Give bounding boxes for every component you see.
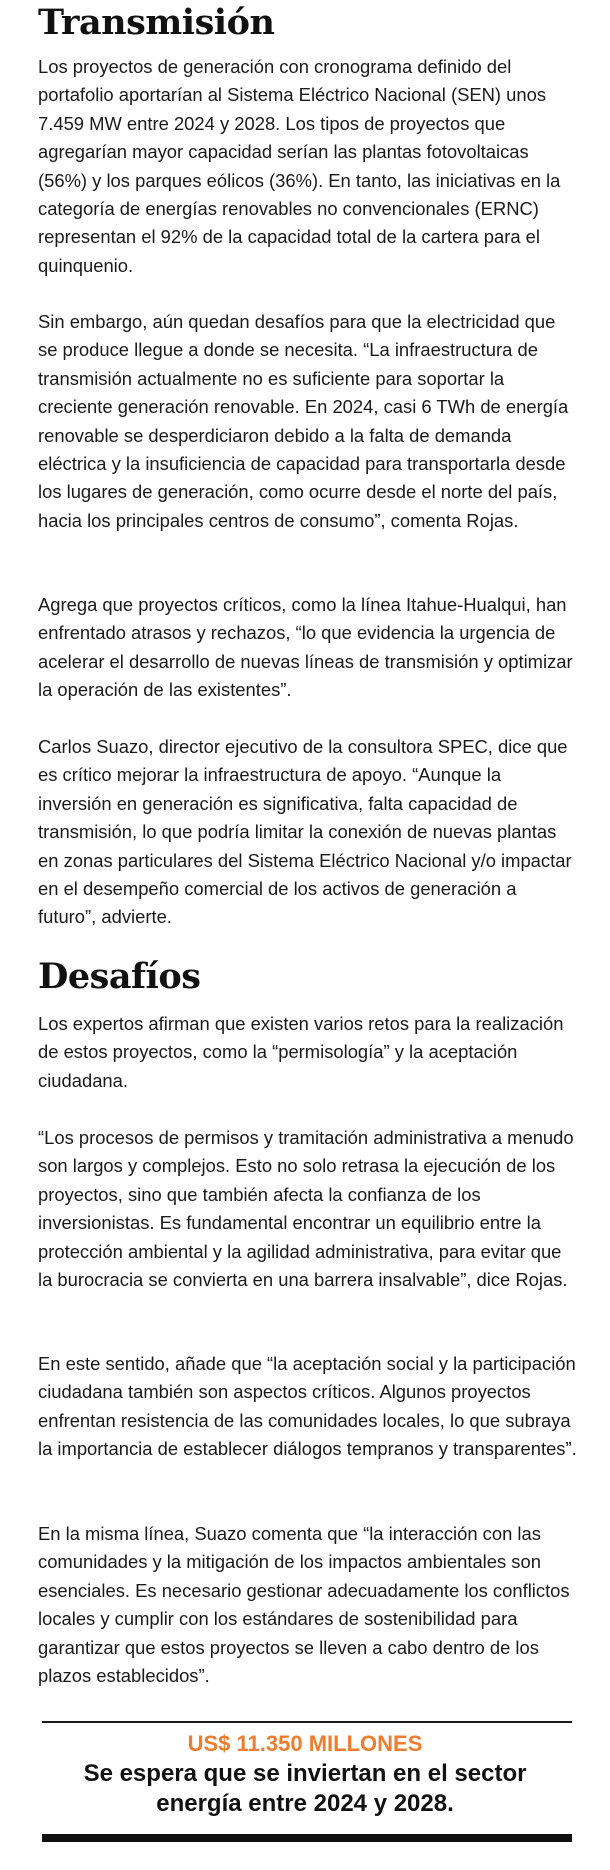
- paragraph: Los expertos afirman que existen varios retos para la realización de estos proyectos, como la “permisología” y la aceptación ciudadana.: [38, 1013, 564, 1091]
- callout-figure: US$ 11.350 MILLONES: [187, 1731, 423, 1756]
- paragraph: En la misma línea, Suazo comenta que “la interacción con las comunidades y la mitigación de los impactos ambientales son esenciales. Es necesario gestionar adecuadamente los conflictos locales y cumplir con los estándares de sostenibilidad para garantizar que estos proyectos se lleven a cabo dentro de los plazos establecidos”.: [38, 1523, 570, 1687]
- callout-top-divider: [42, 1721, 572, 1723]
- section-heading-desafios: Desafíos: [38, 956, 201, 997]
- paragraph: Sin embargo, aún quedan desafíos para que la electricidad que se produce llegue a donde se necesita. “La infraestructura de transmisión actualmente no es suficiente para soportar la creciente generación renovable. En 2024, casi 6 TWh de energía renovable se desperdiciaron debido a la falta de demanda eléctrica y la insuficiencia de capacidad para transportarla desde los lugares de generación, como ocurre desde el norte del país, hacia los principales centros de consumo”, comenta Rojas.: [38, 311, 569, 531]
- section-heading-transmision: Transmisión: [38, 2, 275, 43]
- callout-text: Se espera que se inviertan en el sector energía entre 2024 y 2028.: [83, 1760, 527, 1817]
- paragraph: En este sentido, añade que “la aceptación social y la participación ciudadana también son aspectos críticos. Algunos proyectos enfrentan resistencia de las comunidades locales, lo que subraya la importancia de establecer diálogos tempranos y transparentes”.: [38, 1353, 577, 1460]
- paragraph: Los proyectos de generación con cronograma definido del portafolio aportarían al Sistema Eléctrico Nacional (SEN) unos 7.459 MW entre 2024 y 2028. Los tipos de proyectos que agregarían mayor capacidad serían las plantas fotovoltaicas (56%) y los parques eólicos (36%). En tanto, las iniciativas en la categoría de energías renovables no convencionales (ERNC) representan el 92% de la capacidad total de la cartera para el quinquenio.: [38, 56, 561, 276]
- paragraph: “Los procesos de permisos y tramitación administrativa a menudo son largos y complejos. Esto no solo retrasa la ejecución de los proyectos, sino que también afecta la confianza de los inversionistas. Es fundamental encontrar un equilibrio entre la protección ambiental y la agilidad administrativa, para evitar que la burocracia se convierta en una barrera insalvable”, dice Rojas.: [38, 1127, 574, 1291]
- paragraph: Agrega que proyectos críticos, como la línea Itahue-Hualqui, han enfrentado atrasos y rechazos, “lo que evidencia la urgencia de acelerar el desarrollo de nuevas líneas de transmisión y optimizar la operación de las existentes”.: [38, 594, 573, 701]
- paragraph: Carlos Suazo, director ejecutivo de la consultora SPEC, dice que es crítico mejorar la infraestructura de apoyo. “Aunque la inversión en generación es significativa, falta capacidad de transmisión, lo que podría limitar la conexión de nuevas plantas en zonas particulares del Sistema Eléctrico Nacional y/o impactar en el desempeño comercial de los activos de generación a futuro”, advierte.: [38, 736, 572, 928]
- callout-bottom-divider: [42, 1834, 572, 1842]
